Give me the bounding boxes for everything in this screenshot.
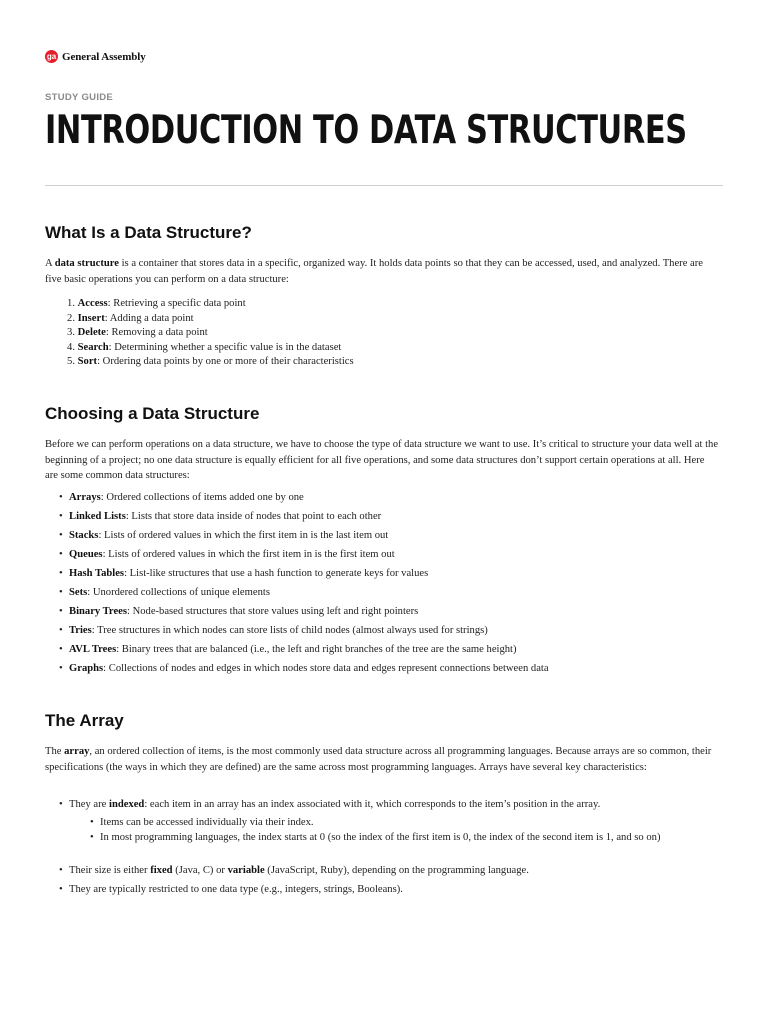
list-item: 3. Delete: Removing a data point [67,327,208,339]
array-characteristics-list [45,795,715,814]
list-item: • Their size is either fixed (Java, C) or variable (JavaScript, Ruby), depending on the programming language. [45,861,715,880]
list-item: • Graphs: Collections of nodes and edges in which nodes store data and edges represent connections between data [45,659,715,678]
list-item: • Hash Tables: List-like structures that use a hash function to generate keys for values [45,564,715,583]
list-item: 4. Search: Determining whether a specific value is in the dataset [67,341,342,353]
list-item: • Binary Trees: Node-based structures that store values using left and right pointers [45,602,715,621]
array-intro-paragraph: The array, an ordered collection of items, is the most commonly used data structure across all programming languages. Because arrays are so common, their specifications (the ways in which they are defined) are the same across most programming languages. Arrays have several key characteristics: [45,746,712,773]
list-item: • Tries: Tree structures in which nodes can store lists of child nodes (almost always used for strings) [45,621,715,640]
heading-what-is-data-structure: What Is a Data Structure? [45,223,252,242]
brand-name: General Assembly [62,50,146,63]
list-item: • Stacks: Lists of ordered values in which the first item in is the last item out [45,526,715,545]
what-intro-paragraph: A data structure is a container that stores data in a specific, organized way. It holds data points so that they can be accessed, used, and analyzed. There are five basic operations you can perform on a data structure: [45,258,703,285]
list-item: • They are indexed: each item in an array has an index associated with it, which corresponds to the item’s position in the array. [45,795,715,814]
list-item: • They are typically restricted to one data type (e.g., integers, strings, Booleans). [45,880,715,899]
title-divider [45,185,723,186]
brand-header [45,50,146,63]
list-item: • Items can be accessed individually via their index. [45,816,715,831]
array-index-sublist [45,816,715,845]
list-item: 5. Sort: Ordering data points by one or more of their characteristics [67,356,354,368]
list-item: 1. Access: Retrieving a specific data point [67,298,246,309]
array-characteristics-list-continued [45,861,715,899]
choosing-intro-paragraph: Before we can perform operations on a data structure, we have to choose the type of data structure we want to use. It’s critical to structure your data well at the beginning of a project; no one data structure is equally efficient for all five operations, and some data structures don’t support certain operations at all. Here are some common data structures: [45,439,719,481]
list-item: • In most programming languages, the index starts at 0 (so the index of the first item is 0, the index of the second item is 1, and so on) [45,831,715,846]
page-title: INTRODUCTION TO DATA STRUCTURES [45,108,687,153]
list-item: • Queues: Lists of ordered values in which the first item in is the first item out [45,545,715,564]
list-item: 2. Insert: Adding a data point [67,312,194,324]
study-guide-label: STUDY GUIDE [45,92,114,103]
list-item: • Sets: Unordered collections of unique elements [45,583,715,602]
general-assembly-logo-icon: ga [46,52,57,61]
heading-the-array: The Array [45,711,124,730]
heading-choosing-data-structure: Choosing a Data Structure [45,404,260,423]
list-item: • Linked Lists: Lists that store data inside of nodes that point to each other [45,507,715,526]
list-item: • AVL Trees: Binary trees that are balanced (i.e., the left and right branches of the tree are the same height) [45,640,715,659]
data-structure-types-list [45,488,715,678]
list-item: • Arrays: Ordered collections of items added one by one [45,488,715,507]
operations-list [45,297,715,370]
